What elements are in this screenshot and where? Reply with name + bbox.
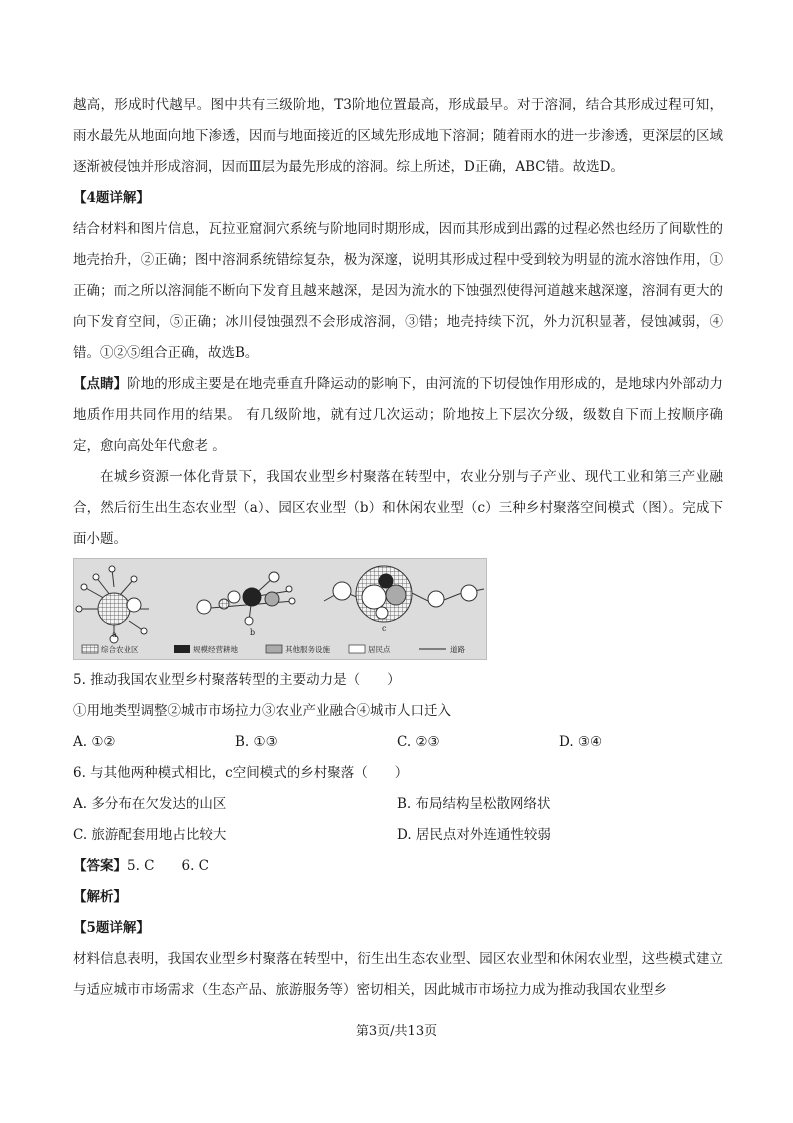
dianjing-text: 阶地的形成主要是在地壳垂直升降运动的影响下，由河流的下切侵蚀作用形成的，是地球内外部动力地质作用共同作用的结果。 有几级阶地，就有过几次运动；阶地按上下层次分级，级数自下而上按顺序确定，愈向高处年代愈老 。 [73, 376, 724, 454]
q5-options [73, 727, 723, 758]
q5-items: ①用地类型调整②城市市场拉力③农业产业融合④城市人口迁入 [73, 703, 451, 719]
jiexi-heading: 【解析】 [73, 889, 127, 905]
answer-line [73, 851, 723, 882]
q6-options-row2 [73, 820, 723, 851]
settlement-pattern-figure [73, 558, 487, 660]
q6-option-d: D. 居民点对外连通性较弱 [397, 827, 551, 843]
q6-option-a: A. 多分布在欠发达的山区 [73, 796, 227, 812]
paragraph-q4-detail: 结合材料和图片信息，瓦拉亚窟洞穴系统与阶地同时期形成，因而其形成到出露的过程必然也经历了间歇性的地壳抬升，②正确；图中溶洞系统错综复杂，极为深邃，说明其形成过程中受到较为明显的流水溶蚀作用，①正确；而之所以溶洞能不断向下发育且越来越深，是因为流水的下蚀强烈使得河道越来越深邃，溶洞有更大的向下发育空间，⑤正确；冰川侵蚀强烈不会形成溶洞，③错；地壳持续下沉，外力沉积显著，侵蚀减弱，④错。①②⑤组合正确，故选B。 [73, 221, 723, 361]
paragraph-intro: 在城乡资源一体化背景下，我国农业型乡村聚落在转型中，农业分别与子产业、现代工业和第三产业融合，然后衍生出生态农业型（a）、园区农业型（b）和休闲农业型（c）三种乡村聚落空间模式（图）。完成下面小题。 [73, 469, 723, 547]
legend-label-4: 道路 [450, 645, 465, 654]
page-content [73, 90, 723, 1006]
paragraph-q5-detail: 材料信息表明，我国农业型乡村聚落在转型中，衍生出生态农业型、园区农业型和休闲农业型，这些模式建立与适应城市市场需求（生态产品、旅游服务等）密切相关，因此城市市场拉力成为推动我国农业型乡 [73, 951, 723, 998]
legend-label-0: 综合农业区 [101, 645, 139, 654]
q5-option-d: D. ③④ [559, 734, 603, 750]
page-footer: 第3页/共13页 [355, 1024, 438, 1039]
legend-label-3: 居民点 [368, 645, 391, 654]
q6-option-c: C. 旅游配套用地占比较大 [73, 827, 227, 843]
q5-option-b: B. ①③ [235, 734, 278, 750]
q6-option-b: B. 布局结构呈松散网络状 [397, 796, 551, 812]
legend-label-1: 规模经营耕地 [193, 645, 238, 654]
pattern-a [76, 566, 149, 643]
q6-stem: 6. 与其他两种模式相比，c空间模式的乡村聚落（ ） [73, 765, 409, 781]
legend-label-2: 其他服务设施 [285, 645, 330, 654]
pattern-c [324, 566, 484, 633]
answer-text: 5. C 6. C [127, 858, 210, 874]
q6-options-row1 [73, 789, 723, 820]
label-c: c [382, 624, 387, 633]
dianjing-label: 【点睛】 [73, 376, 128, 392]
answer-label: 【答案】 [73, 858, 127, 874]
label-a: a [112, 630, 117, 639]
section-heading-q4: 【4题详解】 [73, 190, 150, 206]
pattern-b [197, 572, 295, 637]
paragraph-dianjing [73, 369, 723, 462]
q5-stem: 5. 推动我国农业型乡村聚落转型的主要动力是（ ） [73, 672, 401, 688]
figure-legend [82, 644, 465, 654]
label-b: b [250, 628, 256, 637]
paragraph-continuation: 越高，形成时代越早。图中共有三级阶地，T3阶地位置最高，形成最早。对于溶洞，结合其形成过程可知，雨水最先从地面向地下渗透，因而与地面接近的区域先形成地下溶洞；随着雨水的进一步渗透，更深层的区域逐渐被侵蚀并形成溶洞，因而Ⅲ层为最先形成的溶洞。综上所述，D正确，ABC错。故选D。 [73, 97, 723, 175]
settlement-pattern-diagram [74, 559, 486, 659]
q5-option-a: A. ①② [73, 734, 116, 750]
section-heading-q5: 【5题详解】 [73, 920, 150, 936]
q5-option-c: C. ②③ [397, 734, 440, 750]
